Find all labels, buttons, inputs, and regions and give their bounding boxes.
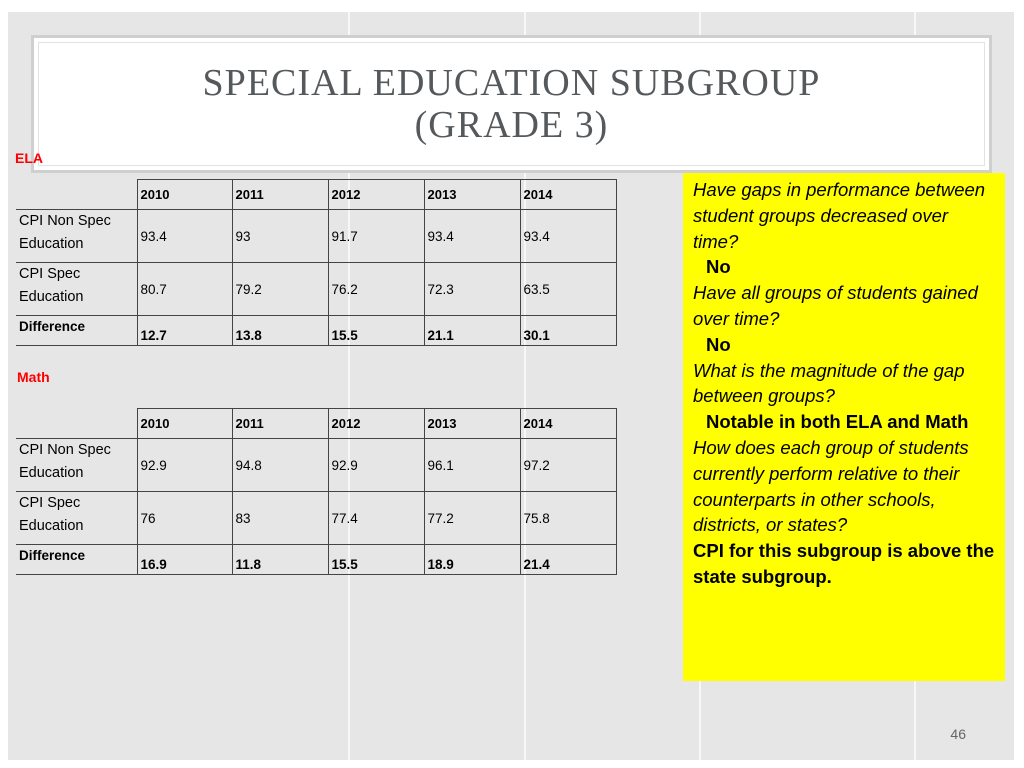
table-cell: 11.8 bbox=[232, 545, 328, 575]
header-cell: 2013 bbox=[424, 409, 520, 439]
question-2: Have all groups of students gained over time? bbox=[693, 282, 978, 329]
table-cell: 92.9 bbox=[328, 439, 424, 492]
title-box bbox=[31, 35, 992, 173]
header-cell: 2011 bbox=[232, 180, 328, 210]
table-cell: 63.5 bbox=[520, 263, 616, 316]
header-cell: 2012 bbox=[328, 409, 424, 439]
row-label: CPI Non Spec Education bbox=[16, 210, 137, 263]
header-corner-cell bbox=[16, 409, 137, 439]
table-cell: 93.4 bbox=[520, 210, 616, 263]
header-cell: 2012 bbox=[328, 180, 424, 210]
answer-1: No bbox=[706, 256, 731, 278]
table-cell: 15.5 bbox=[328, 545, 424, 575]
table-cell: 76 bbox=[137, 492, 232, 545]
header-cell: 2010 bbox=[137, 409, 232, 439]
table-cell: 77.2 bbox=[424, 492, 520, 545]
row-label: CPI Spec Education bbox=[16, 263, 137, 316]
row-label: Difference bbox=[16, 316, 137, 346]
table-cell: 97.2 bbox=[520, 439, 616, 492]
table-cell: 76.2 bbox=[328, 263, 424, 316]
questions-callout bbox=[683, 173, 1005, 681]
slide-title-line-2: (GRADE 3) bbox=[414, 104, 609, 146]
slide-title bbox=[34, 62, 989, 146]
answer-3: Notable in both ELA and Math bbox=[706, 411, 969, 433]
table-row bbox=[16, 263, 616, 316]
slide-title-line-1: SPECIAL EDUCATION SUBGROUP bbox=[202, 62, 821, 104]
table-row bbox=[16, 439, 616, 492]
header-corner-cell bbox=[16, 180, 137, 210]
row-label: CPI Spec Education bbox=[16, 492, 137, 545]
ela-label: ELA bbox=[15, 150, 43, 166]
table-cell: 21.1 bbox=[424, 316, 520, 346]
header-cell: 2014 bbox=[520, 180, 616, 210]
table-row bbox=[16, 492, 616, 545]
table-header-row bbox=[16, 180, 616, 210]
table-cell: 79.2 bbox=[232, 263, 328, 316]
table-cell: 91.7 bbox=[328, 210, 424, 263]
table-cell: 80.7 bbox=[137, 263, 232, 316]
answer-2: No bbox=[706, 333, 731, 355]
row-label: CPI Non Spec Education bbox=[16, 439, 137, 492]
question-3: What is the magnitude of the gap between groups? bbox=[693, 359, 965, 407]
header-cell: 2013 bbox=[424, 180, 520, 210]
summary-statement: CPI for this subgroup is above the state subgroup. bbox=[693, 540, 995, 587]
table-cell: 75.8 bbox=[520, 492, 616, 545]
ela-table bbox=[16, 179, 617, 346]
table-cell: 83 bbox=[232, 492, 328, 545]
table-cell: 93 bbox=[232, 210, 328, 263]
row-label: Difference bbox=[16, 545, 137, 575]
table-cell: 93.4 bbox=[137, 210, 232, 263]
table-header-row bbox=[16, 409, 616, 439]
table-cell: 21.4 bbox=[520, 545, 616, 575]
table-cell: 93.4 bbox=[424, 210, 520, 263]
table-cell: 77.4 bbox=[328, 492, 424, 545]
table-row bbox=[16, 210, 616, 263]
page-number: 46 bbox=[950, 726, 966, 742]
table-cell: 15.5 bbox=[328, 316, 424, 346]
header-cell: 2010 bbox=[137, 180, 232, 210]
table-cell: 16.9 bbox=[137, 545, 232, 575]
table-cell: 96.1 bbox=[424, 439, 520, 492]
math-table bbox=[16, 408, 617, 575]
table-cell: 18.9 bbox=[424, 545, 520, 575]
table-cell: 30.1 bbox=[520, 316, 616, 346]
header-cell: 2014 bbox=[520, 409, 616, 439]
question-1: Have gaps in performance between student groups decreased over time? bbox=[693, 179, 986, 252]
header-cell: 2011 bbox=[232, 409, 328, 439]
table-cell: 72.3 bbox=[424, 263, 520, 316]
difference-row bbox=[16, 316, 616, 346]
table-cell: 12.7 bbox=[137, 316, 232, 346]
table-cell: 92.9 bbox=[137, 439, 232, 492]
difference-row bbox=[16, 545, 616, 575]
math-label: Math bbox=[17, 369, 50, 385]
slide bbox=[8, 12, 1014, 760]
question-4: How does each group of students currently perform relative to their counterparts in other schools, districts, or states? bbox=[693, 436, 969, 536]
table-cell: 94.8 bbox=[232, 439, 328, 492]
table-cell: 13.8 bbox=[232, 316, 328, 346]
